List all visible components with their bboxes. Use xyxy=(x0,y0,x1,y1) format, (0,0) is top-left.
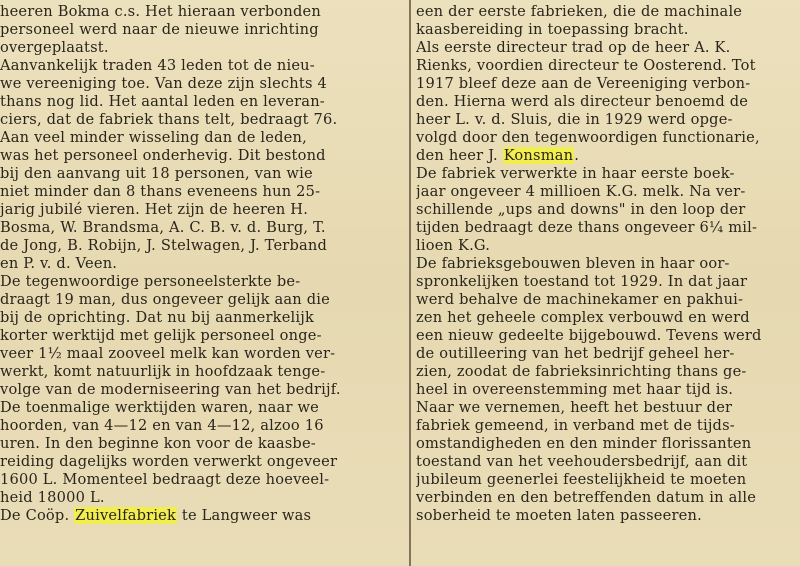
text-line: jubileum geenerlei feestelijkheid te moeten xyxy=(416,471,747,488)
text-line: ciers, dat de fabriek thans telt, bedraagt 76. xyxy=(0,111,338,128)
text-line-highlighted xyxy=(416,147,579,165)
text-line: heer L. v. d. Sluis, die in 1929 werd opge- xyxy=(416,111,733,128)
text-run: te Langweer was xyxy=(177,507,312,524)
text-line: volge van de moderniseering van het bedrijf. xyxy=(0,381,341,398)
text-line: reiding dagelijks worden verwerkt ongeveer xyxy=(0,453,338,470)
text-line: fabriek gemeend, in verband met de tijds- xyxy=(416,417,735,434)
text-line: draagt 19 man, dus ongeveer gelijk aan die xyxy=(0,291,330,308)
highlighted-term-zuivelfabriek: Zuivelfabriek xyxy=(75,507,177,524)
text-line: en P. v. d. Veen. xyxy=(0,255,118,272)
text-line: schillende „ups and downs" in den loop der xyxy=(416,201,746,218)
text-line: den. Hierna werd als directeur benoemd de xyxy=(416,93,749,110)
text-line: jarig jubilé vieren. Het zijn de heeren H. xyxy=(0,201,309,218)
text-line: spronkelijken toestand tot 1929. In dat jaar xyxy=(416,273,748,290)
text-line: hoorden, van 4—12 en van 4—12, alzoo 16 xyxy=(0,417,324,434)
text-line: toestand van het veehoudersbedrijf, aan dit xyxy=(416,453,748,470)
text-line-highlighted xyxy=(0,507,311,525)
text-line: Naar we vernemen, heeft het bestuur der xyxy=(416,399,733,416)
text-line: De toenmalige werktijden waren, naar we xyxy=(0,399,320,416)
text-run: . xyxy=(574,147,580,164)
column-divider xyxy=(409,0,411,566)
text-line: volgd door den tegenwoordigen functionarie, xyxy=(416,129,760,146)
text-line: De fabrieksgebouwen bleven in haar oor- xyxy=(416,255,730,272)
text-line: we vereeniging toe. Van deze zijn slechts 4 xyxy=(0,75,327,92)
text-line: heeren Bokma c.s. Het hieraan verbonden xyxy=(0,3,321,20)
text-line: een nieuw gedeelte bijgebouwd. Tevens werd xyxy=(416,327,762,344)
text-line: zien, zoodat de fabrieksinrichting thans ge- xyxy=(416,363,747,380)
text-line: werd behalve de machinekamer en pakhui- xyxy=(416,291,744,308)
text-line: werkt, komt natuurlijk in hoofdzaak tenge- xyxy=(0,363,326,380)
text-line: bij de oprichting. Dat nu bij aanmerkelijk xyxy=(0,309,315,326)
text-line: de outilleering van het bedrijf geheel her- xyxy=(416,345,735,362)
text-line: heid 18000 L. xyxy=(0,489,105,506)
text-line: tijden bedraagt deze thans ongeveer 6¼ mil- xyxy=(416,219,758,236)
text-line: soberheid te moeten laten passeeren. xyxy=(416,507,702,524)
text-run: den heer J. xyxy=(416,147,503,164)
text-line: personeel werd naar de nieuwe inrichting xyxy=(0,21,319,38)
text-line: De tegenwoordige personeelsterkte be- xyxy=(0,273,301,290)
text-line: 1917 bleef deze aan de Vereeniging verbon- xyxy=(416,75,751,92)
right-column xyxy=(416,0,800,566)
text-line: bij den aanvang uit 18 personen, van wie xyxy=(0,165,313,182)
text-line: uren. In den beginne kon voor de kaasbe- xyxy=(0,435,316,452)
text-line: Aanvankelijk traden 43 leden tot de nieu- xyxy=(0,57,315,74)
text-run: De Coöp. xyxy=(0,507,75,524)
text-line: een der eerste fabrieken, die de machinale xyxy=(416,3,743,20)
text-line: thans nog lid. Het aantal leden en leveran- xyxy=(0,93,325,110)
text-line: De fabriek verwerkte in haar eerste boek- xyxy=(416,165,735,182)
highlighted-term-konsman: Konsman xyxy=(503,147,574,164)
text-line: overgeplaatst. xyxy=(0,39,109,56)
text-line: 1600 L. Momenteel bedraagt deze hoeveel- xyxy=(0,471,330,488)
text-line: zen het geheele complex verbouwd en werd xyxy=(416,309,750,326)
text-line: veer 1½ maal zooveel melk kan worden ver- xyxy=(0,345,336,362)
text-line: niet minder dan 8 thans eveneens hun 25- xyxy=(0,183,321,200)
text-line: Aan veel minder wisseling dan de leden, xyxy=(0,129,307,146)
text-line: Als eerste directeur trad op de heer A. K. xyxy=(416,39,731,56)
text-line: Bosma, W. Brandsma, A. C. B. v. d. Burg, T. xyxy=(0,219,326,236)
text-line: de Jong, B. Robijn, J. Stelwagen, J. Terband xyxy=(0,237,328,254)
text-line: lioen K.G. xyxy=(416,237,491,254)
text-line: was het personeel onderhevig. Dit bestond xyxy=(0,147,326,164)
text-line: omstandigheden en den minder florissanten xyxy=(416,435,752,452)
text-line: kaasbereiding in toepassing bracht. xyxy=(416,21,689,38)
text-line: heel in overeenstemming met haar tijd is. xyxy=(416,381,734,398)
text-line: korter werktijd met gelijk personeel onge- xyxy=(0,327,322,344)
text-line: verbinden en den betreffenden datum in alle xyxy=(416,489,757,506)
text-line: jaar ongeveer 4 millioen K.G. melk. Na ver- xyxy=(416,183,746,200)
text-line: Rienks, voordien directeur te Oosterend. Tot xyxy=(416,57,756,74)
